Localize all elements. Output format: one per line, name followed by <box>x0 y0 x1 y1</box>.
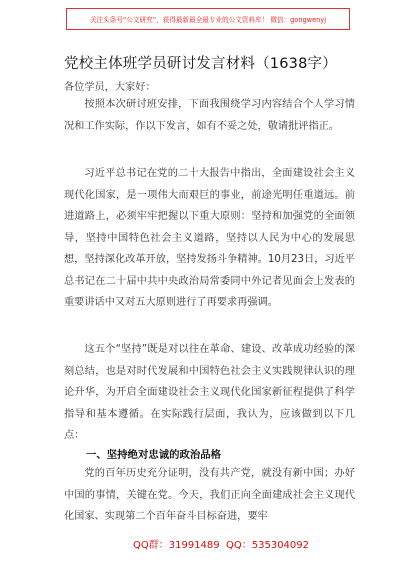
paragraph-principles: 习近平总书记在党的二十大报告中指出，全面建设社会主义现代化国家，是一项伟大而艰巨的事业，前途光明任重道远。前进道路上，必须牢牢把握以下重大原则：坚持和加强党的全面领导，坚持中国特色社会主义道路，坚持以人民为中心的发展思想，坚持深化改革开放，坚持发扬斗争精神。10月23日，习近平总书记在二十届中共中央政治局常委同中外记者见面会上发表的重要讲话中又对五大原则进行了再要求再强调。 <box>64 168 355 308</box>
qq-number: QQ：535304092 <box>226 540 310 551</box>
promo-banner-text: 关注头条号“公文研究”，获得最新最全最专业的公文资料库！ 微信：gongwenyj <box>89 16 327 24</box>
footer-contacts <box>0 536 408 552</box>
section-heading: 一、坚持绝对忠诚的政治品格 <box>86 449 222 461</box>
qq-group-number: QQ群：31991489 <box>133 540 220 551</box>
paragraph-five-adherences: 这五个“坚持”既是对以往在革命、建设、改革成功经验的深刻总结，也是对时代发展和中国特色社会主义实践规律认识的理论升华，为开启全面建设社会主义现代化国家新征程提供了科学指导和基本遵循。在实际践行层面，我认为，应该做到以下几点： <box>64 344 355 441</box>
document-title: 党校主体班学员研讨发言材料（1638字） <box>64 56 337 72</box>
promo-banner <box>66 8 350 30</box>
paragraph-intro: 按照本次研讨班安排，下面我围绕学习内容结合个人学习情况和工作实际，作以下发言，如有不妥之处，敬请批评指正。 <box>64 99 355 132</box>
salutation: 各位学员，大家好： <box>64 82 156 93</box>
paragraph-party-history: 党的百年历史充分证明，没有共产党，就没有新中国；办好中国的事情，关键在党。今天，我们正向全面建成社会主义现代化国家、实现第二个百年奋斗目标奋进，要牢 <box>64 468 355 522</box>
